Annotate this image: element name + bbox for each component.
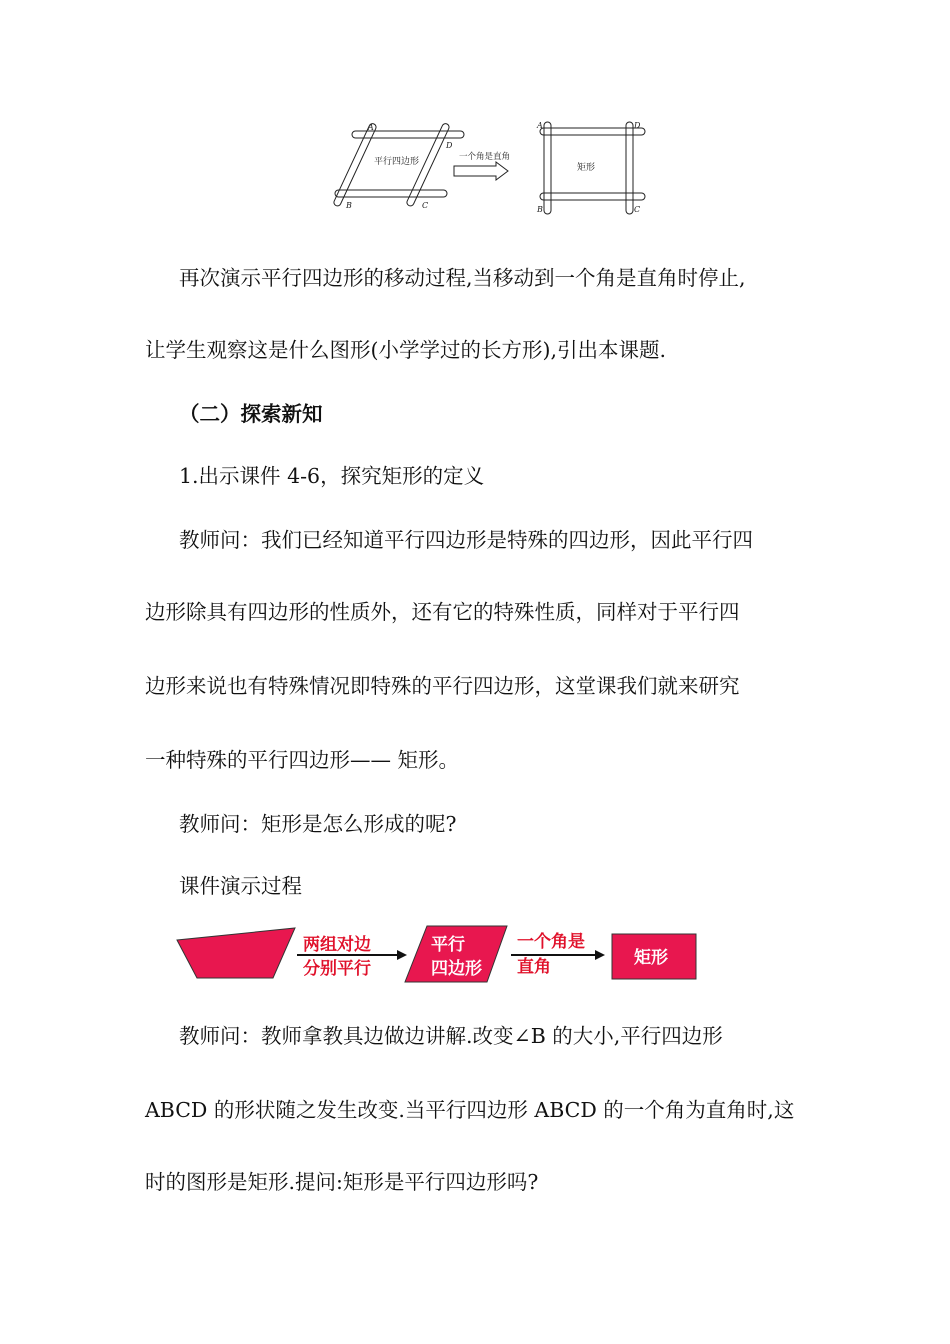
paragraph-line: ABCD 的形状随之发生改变.当平行四边形 ABCD 的一个角为直角时,这 bbox=[145, 1098, 795, 1122]
point-label: A bbox=[537, 121, 543, 130]
parallelogram-text: 四边形 bbox=[431, 959, 482, 979]
rect-bottom-stick bbox=[540, 193, 645, 200]
bottom-stick bbox=[335, 190, 447, 197]
rectangle-text: 矩形 bbox=[634, 948, 668, 968]
parallelogram-to-rectangle-figure bbox=[330, 118, 650, 218]
paragraph-line: 再次演示平行四边形的移动过程,当移动到一个角是直角时停止, bbox=[179, 266, 746, 290]
paragraph-line: 一种特殊的平行四边形—— 矩形。 bbox=[145, 748, 460, 772]
point-label: B bbox=[346, 201, 352, 210]
list-item: 1.出示课件 4-6，探究矩形的定义 bbox=[179, 464, 485, 488]
paragraph-line: 边形来说也有特殊情况即特殊的平行四边形，这堂课我们就来研究 bbox=[145, 674, 740, 698]
paragraph-line: 让学生观察这是什么图形(小学学过的长方形),引出本课题. bbox=[145, 338, 667, 362]
arrowhead-icon bbox=[397, 950, 407, 960]
left-stick bbox=[333, 123, 377, 208]
parallelogram-label: 平行四边形 bbox=[374, 157, 420, 167]
rect-top-stick bbox=[540, 128, 645, 135]
point-label: A bbox=[368, 123, 374, 132]
paragraph-line: 时的图形是矩形.提问:矩形是平行四边形吗? bbox=[145, 1170, 539, 1194]
paragraph-line: 教师问：矩形是怎么形成的呢? bbox=[179, 812, 457, 836]
arrowhead-icon bbox=[595, 950, 605, 960]
condition-label: 直角 bbox=[517, 957, 551, 977]
arrow-label: 一个角是直角 bbox=[459, 152, 511, 162]
courseware-flow-diagram bbox=[175, 924, 705, 986]
point-label: D bbox=[446, 141, 453, 150]
paragraph-line: 教师问：教师拿教具边做边讲解.改变∠B 的大小,平行四边形 bbox=[179, 1024, 723, 1048]
condition-label: 分别平行 bbox=[303, 959, 371, 979]
point-label: B bbox=[537, 205, 543, 214]
paragraph-line: 课件演示过程 bbox=[179, 874, 302, 898]
parallelogram-text: 平行 bbox=[431, 935, 465, 955]
quadrilateral-shape bbox=[177, 928, 295, 978]
condition-label: 两组对边 bbox=[303, 935, 371, 955]
point-label: D bbox=[634, 121, 641, 130]
hollow-arrow-icon bbox=[454, 162, 508, 180]
section-heading: （二）探索新知 bbox=[179, 402, 323, 426]
point-label: C bbox=[634, 205, 641, 214]
paragraph-line: 边形除具有四边形的性质外，还有它的特殊性质，同样对于平行四 bbox=[145, 600, 740, 624]
point-label: C bbox=[422, 201, 429, 210]
paragraph-line: 教师问：我们已经知道平行四边形是特殊的四边形，因此平行四 bbox=[179, 528, 753, 552]
rectangle-label: 矩形 bbox=[577, 163, 596, 173]
condition-label: 一个角是 bbox=[517, 932, 585, 952]
